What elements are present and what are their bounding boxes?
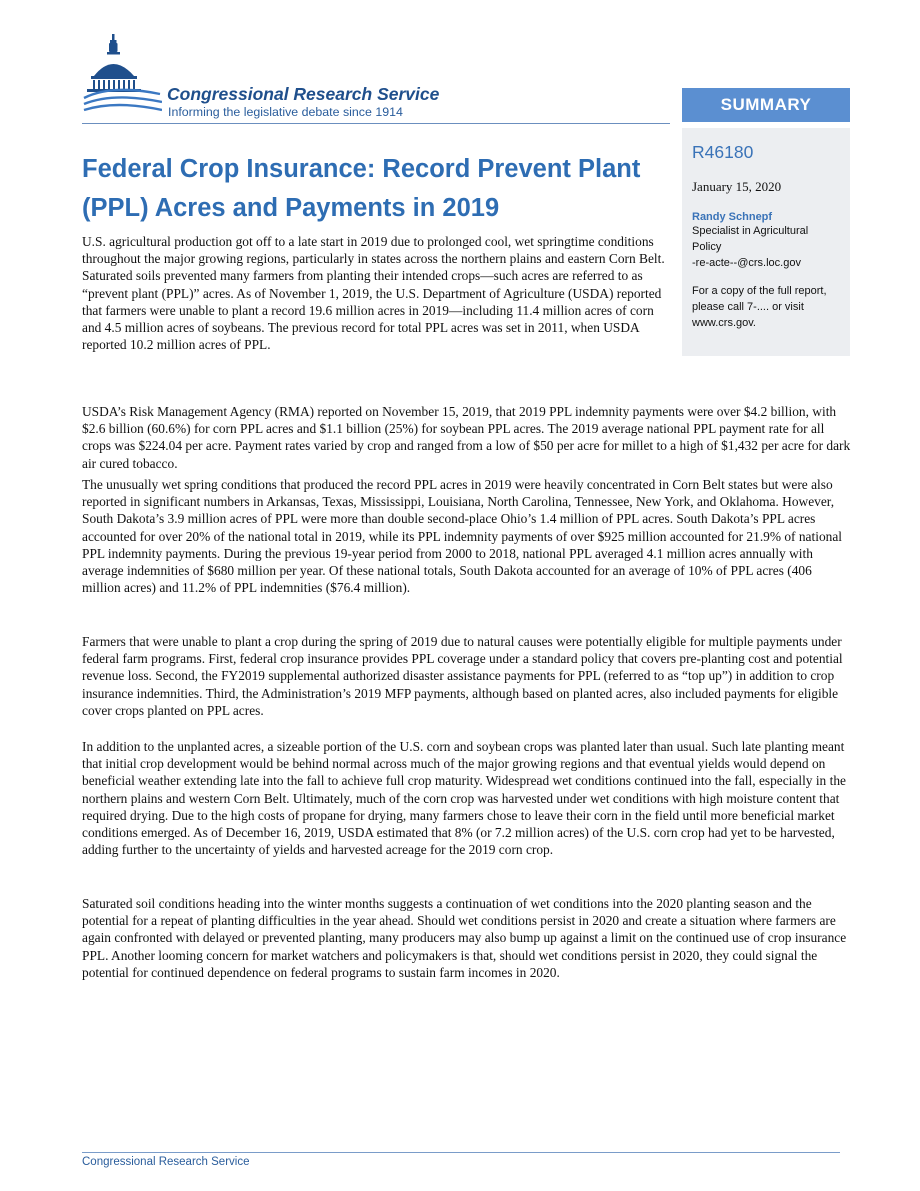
author-name: Randy Schnepf — [692, 211, 773, 223]
summary-paragraph-2: USDA’s Risk Management Agency (RMA) reported on November 15, 2019, that 2019 PPL indemnity payments were over $4.2 billion, with $2.6 billion (60.6%) for corn PPL acres and $1.1 billion (25%) for soybean PPL acres. The 2019 average national PPL payment rate for all crops was $224.04 per acre. Payment rates varied by crop and ranged from a low of $50 per acre for millet to a high of $1,432 per acre for dark air cured tobacco. — [82, 404, 851, 471]
title-line-2: (PPL) Acres and Payments in 2019 — [82, 194, 500, 222]
summary-tab: SUMMARY — [682, 88, 850, 122]
author-title-1: Specialist in Agricultural — [692, 225, 809, 237]
summary-paragraph-6: Saturated soil conditions heading into the winter months suggests a continuation of wet conditions into the 2020 planting season and the potential for a repeat of planting difficulties in the year ahead. Should wet conditions persist in 2020 and create a situation where farmers are again confronted with delayed or prevented planting, many producers may also bump up against a limit on the continued use of crop insurance PPL. Another looming concern for market watchers and policymakers is that, should wet conditions persist in 2020, they could signal the potential for continued dependence on federal programs to sustain farm incomes in 2020. — [82, 896, 847, 980]
capitol-dome-icon — [82, 34, 162, 118]
report-date: January 15, 2020 — [692, 179, 782, 194]
author-email[interactable]: -re-acte--@crs.loc.gov — [692, 257, 801, 269]
summary-paragraph-4: Farmers that were unable to plant a crop during the spring of 2019 due to natural causes were potentially eligible for multiple payments under federal farm programs. First, federal crop insurance provides PPL coverage under a standard policy that covers pre-planting cost and potential revenue loss. Second, the FY2019 supplemental authorized disaster assistance payments for PPL (referred to as “top up”) in addition to crop insurance indemnities. Third, the Administration’s 2019 MFP payments, although based on planted acres, also included payments for eligible cover crops planted on PPL acres. — [82, 634, 843, 718]
summary-paragraph-3: The unusually wet spring conditions that produced the record PPL acres in 2019 were heavily concentrated in Corn Belt states but were also reported in significant numbers in Arkansas, Texas, Mississippi, Louisiana, North Carolina, Tennessee, New York, and Oklahoma. However, South Dakota’s 3.9 million acres of PPL were more than double second-place Ohio’s 1.4 million of PPL acres. South Dakota’s PPL acres accounted for over 20% of the national total in 2019, while its PPL indemnity payments of over $925 million accounted for 21.9% of national PPL indemnity payments. During the previous 19-year period from 2000 to 2018, national PPL averaged 4.1 million acres annually with average indemnities of $680 million per year. Of these national totals, South Dakota accounted for an average of 10% of PPL acres (406 million acres) and 11.2% of PPL indemnities ($76.4 million). — [82, 477, 842, 596]
org-tagline: Informing the legislative debate since 1914 — [168, 105, 403, 119]
report-title — [82, 150, 672, 228]
report-number: R46180 — [692, 142, 754, 162]
summary-paragraph-5: In addition to the unplanted acres, a sizeable portion of the U.S. corn and soybean crops was planted later than usual. Such late planting meant that initial crop development would be behind normal across much of the major growing regions and that eventual yields would depend on beneficial weather extending late into the fall to achieve full crop maturity. Widespread wet conditions continued into the fall, especially in the northern plains and western Corn Belt. Ultimately, much of the corn crop was harvested under wet conditions with high moisture content that required drying. Due to the high costs of propane for drying, many farmers chose to leave their corn in the field until more beneficial market conditions emerged. As of December 16, 2019, USDA estimated that 8% (or 7.2 million acres) of the U.S. corn crop had yet to be harvested, adding further to the uncertainty of yields and harvested acreage for the 2019 corn crop. — [82, 739, 846, 858]
copy-note-line-2: please call 7-.... or visit — [692, 301, 804, 313]
footer-org-name: Congressional Research Service — [82, 1156, 250, 1168]
copy-note-line-1: For a copy of the full report, — [692, 285, 827, 297]
summary-sidebar — [682, 128, 850, 356]
author-title-2: Policy — [692, 241, 722, 253]
summary-paragraph-1: U.S. agricultural production got off to a late start in 2019 due to prolonged cool, wet springtime conditions throughout the major growing regions, particularly in states across the northern plains and eastern Corn Belt. Saturated soils prevented many farmers from planting their intended crops—such acres are referred to as “prevent plant (PPL)” acres. As of November 1, 2019, the U.S. Department of Agriculture (USDA) reported that farmers were unable to plant a record 19.6 million acres in 2019—including 11.4 million acres of corn and 4.5 million acres of soybeans. The previous record for total PPL acres was set in 2011, when USDA reported 10.2 million acres of PPL. — [82, 234, 665, 353]
footer-divider — [82, 1152, 840, 1153]
org-name: Congressional Research Service — [167, 84, 440, 104]
crs-logo — [82, 34, 672, 124]
header-divider — [82, 123, 670, 124]
title-line-1: Federal Crop Insurance: Record Prevent Plant — [82, 155, 641, 183]
crs-website-link[interactable]: www.crs.gov. — [692, 317, 756, 329]
